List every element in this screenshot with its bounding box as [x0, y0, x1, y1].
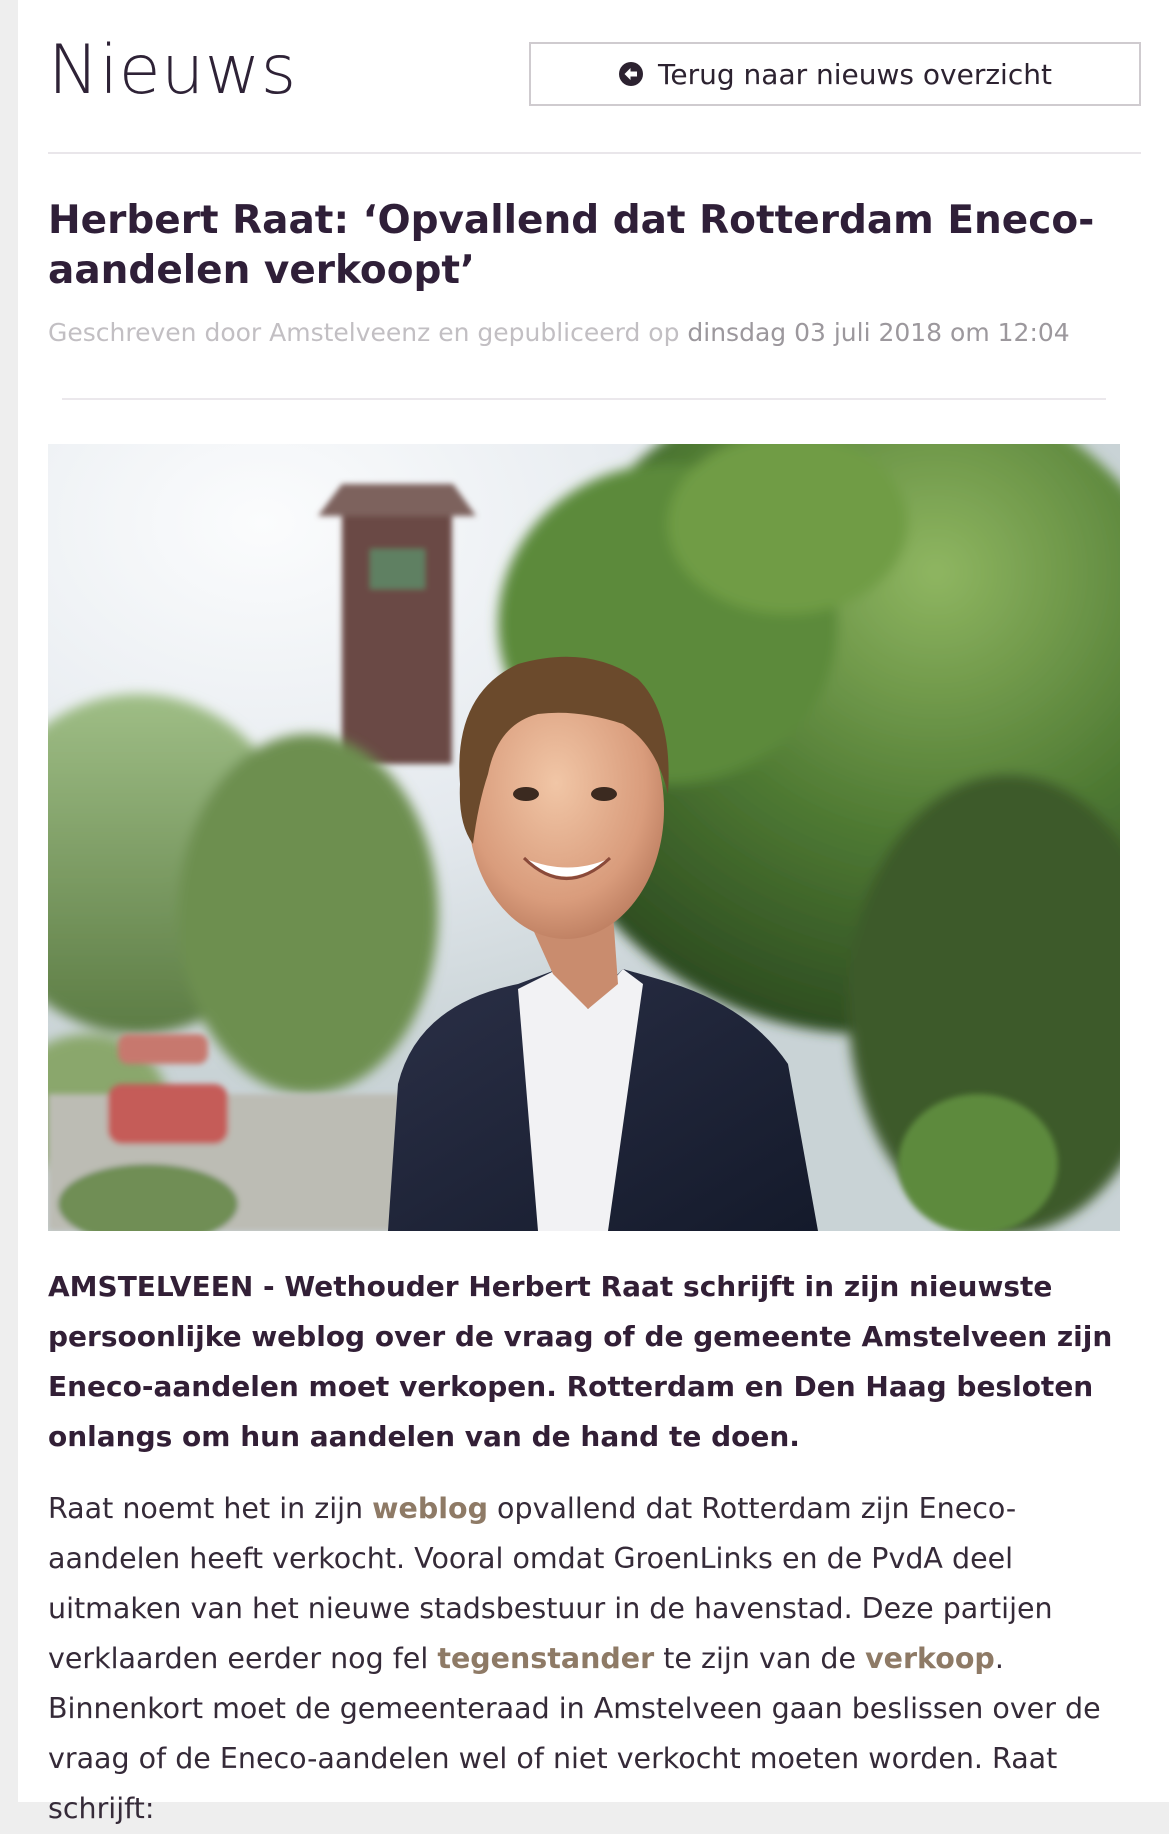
- body-text-2: opvallend dat Rotterdam zijn Eneco-aandelen heeft verkocht. Vooral omdat GroenLinks en de PvdA deel uitmaken van het nieuwe stadsbestuur in de havenstad. Deze partijen verklaarden eerder nog fel: [48, 1492, 1053, 1675]
- page-title: Nieuws: [48, 31, 297, 110]
- back-to-news-overview-button[interactable]: [529, 42, 1141, 106]
- back-button-label: Terug naar nieuws overzicht: [658, 57, 1052, 91]
- page-header: [48, 0, 1141, 154]
- body-text-1: Raat noemt het in zijn: [48, 1492, 373, 1525]
- byline-date: dinsdag 03 juli 2018 om 12:04: [687, 318, 1070, 347]
- article-body: [48, 1484, 1133, 1834]
- divider: [62, 398, 1106, 400]
- arrow-circle-left-icon: [618, 61, 644, 87]
- tegenstander-link[interactable]: tegenstander: [437, 1642, 655, 1675]
- article-byline: [48, 318, 1070, 347]
- byline-author: Geschreven door Amstelveenz en gepubliceerd op: [48, 318, 688, 347]
- article-title: Herbert Raat: ‘Opvallend dat Rotterdam Eneco-aandelen verkoopt’: [48, 198, 1095, 293]
- body-text-3: te zijn van de: [654, 1642, 866, 1675]
- weblog-link[interactable]: weblog: [372, 1492, 488, 1525]
- body-text-4: . Binnenkort moet de gemeenteraad in Amstelveen gaan beslissen over de vraag of de Eneco-aandelen wel of niet verkocht moeten worden. Raat schrijft:: [48, 1642, 1101, 1825]
- photo-portrait-herbert-raat: [48, 444, 1120, 1231]
- article-image: [48, 444, 1120, 1231]
- article-lead: AMSTELVEEN - Wethouder Herbert Raat schrijft in zijn nieuwste persoonlijke weblog over de vraag of de gemeente Amstelveen zijn Eneco-aandelen moet verkopen. Rotterdam en Den Haag besloten onlangs om hun aandelen van de hand te doen.: [48, 1270, 1113, 1453]
- verkoop-link[interactable]: verkoop: [865, 1642, 995, 1675]
- page: [18, 0, 1169, 1825]
